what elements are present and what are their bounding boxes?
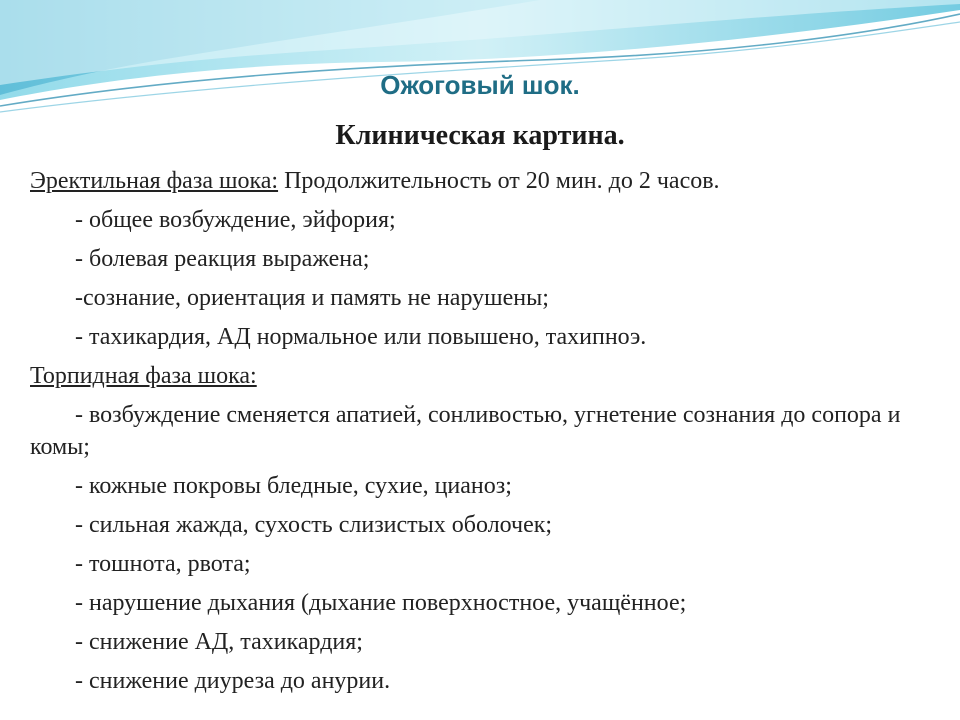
slide-title: Ожоговый шок. xyxy=(380,70,580,100)
erectile-phase-duration: Продолжительность от 20 мин. до 2 часов. xyxy=(278,168,720,194)
torpid-phase-heading: Торпидная фаза шока: xyxy=(30,363,257,389)
list-item: -сознание, ориентация и память не нарушены; xyxy=(75,285,549,311)
list-item: - снижение диуреза до анурии. xyxy=(75,668,391,694)
slide-content xyxy=(30,162,935,701)
list-item: - тахикардия, АД нормальное или повышено, тахипноэ. xyxy=(75,324,647,350)
list-item: - тошнота, рвота; xyxy=(75,551,251,577)
list-item: - возбуждение сменяется апатией, сонливостью, угнетение сознания до сопора и комы; xyxy=(30,402,901,460)
list-item: - нарушение дыхания (дыхание поверхностное, учащённое; xyxy=(75,590,687,616)
list-item: - общее возбуждение, эйфория; xyxy=(75,207,396,233)
list-item: - сильная жажда, сухость слизистых оболочек; xyxy=(75,512,553,538)
list-item: - болевая реакция выражена; xyxy=(75,246,370,272)
erectile-phase-line xyxy=(30,162,935,201)
torpid-phase-line xyxy=(30,357,935,396)
erectile-phase-heading: Эректильная фаза шока: xyxy=(30,168,279,194)
list-item: - снижение АД, тахикардия; xyxy=(75,629,363,655)
list-item: - кожные покровы бледные, сухие, цианоз; xyxy=(75,473,512,499)
slide-subtitle: Клиническая картина. xyxy=(335,120,625,151)
